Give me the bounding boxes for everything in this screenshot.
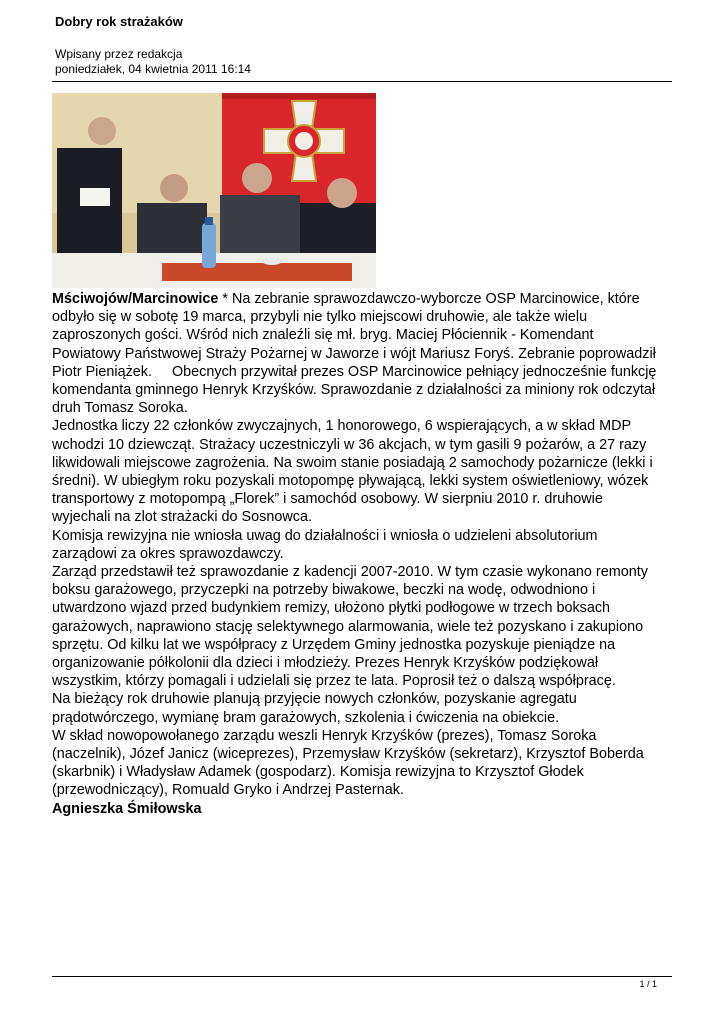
article-line: utwardzono wjazd przed budynkiem remizy, ułożono płytki podłogowe w trzech boksach (52, 600, 611, 617)
article-lead: Mściwojów/Marcinowice (52, 291, 219, 307)
article-line: druh Tomasz Soroka. (52, 400, 188, 417)
article-line: transportowy z motopompą „Florek” i samochód osobowy. W sierpniu 2010 r. druhowie (52, 491, 603, 508)
article-title: Dobry rok strażaków (55, 14, 183, 29)
article-body (52, 290, 672, 818)
article-line: garażowych, naprawiono stację selektywnego alarmowania, wiele też pozyskano i zakupiono (52, 618, 644, 635)
article-meta (55, 47, 251, 77)
header-divider (52, 81, 672, 82)
article-line: likwidowali miejscowe zagrożenia. Na swoim stanie posiadają 2 samochody pożarnicze (lekki i (52, 454, 653, 471)
page-number: 1 / 1 (639, 979, 657, 989)
article-line: wchodzi 10 dziewcząt. Strażacy uczestniczyli w 36 akcjach, w tym gasili 9 pożarów, a 27 razy (52, 436, 647, 453)
article-line: średni). W ubiegłym roku pozyskali motopompę pływającą, lekki system oświetleniowy, wózek (52, 473, 649, 490)
article-line: odbyło się w sobotę 19 marca, przybyli nie tylko miejscowi druhowie, ale także wielu (52, 309, 588, 326)
article-line: organizowanie półkolonii dla dzieci i młodzieży. Prezes Henryk Krzyśków podziękował (52, 655, 599, 672)
article-line: boksu garażowego, przyczepki na potrzeby biwakowe, beczki na wodę, odwodniono i (52, 582, 596, 599)
article-line: wyjechali na zlot strażacki do Sosnowca. (52, 509, 312, 526)
article-first-line (52, 290, 672, 308)
article-line: zarządowi za okres sprawozdawczy. (52, 545, 284, 562)
article-line: Powiatowy Państwowej Straży Pożarnej w Jaworze i wójt Mariusz Foryś. Zebranie poprowadził (52, 345, 656, 362)
article-line: Komisja rewizyjna nie wniosła uwag do działalności i wniosła o udzieleni absolutorium (52, 527, 598, 544)
article-line: (przewodniczący), Romuald Gryko i Andrzej Pasternak. (52, 782, 404, 799)
article-line: (skarbnik) i Władysław Adamek (gospodarz). Komisja rewizyjna to Krzysztof Głodek (52, 764, 584, 781)
article-photo (52, 93, 376, 288)
article-line: zaproszonych gości. Wśród nich znaleźli się mł. bryg. Maciej Płóciennik - Komendant (52, 327, 594, 344)
article-line: W skład nowopowołanego zarządu weszli Henryk Krzyśków (prezes), Tomasz Soroka (52, 727, 597, 744)
article-line: Piotr Pieniążek. Obecnych przywitał prezes OSP Marcinowice pełniący jednocześnie funkcję (52, 363, 657, 380)
article-line: Zarząd przedstawił też sprawozdanie z kadencji 2007-2010. W tym czasie wykonano remonty (52, 564, 648, 581)
article-line: * Na zebranie sprawozdawczo-wyborcze OSP Marcinowice, które (218, 291, 640, 307)
date-line: poniedziałek, 04 kwietnia 2011 16:14 (55, 62, 251, 76)
article-line: sprzętu. Od kilku lat we współpracy z Urzędem Gminy jednostka pozyskuje pieniądze na (52, 636, 616, 653)
article-line: Jednostka liczy 22 członków zwyczajnych, 1 honorowego, 6 wspierających, a w skład MDP (52, 418, 632, 435)
article-line: wszystkim, którzy pomagali i udzielali się przez te lata. Poprosił też o dalszą współpracę. (52, 673, 616, 690)
article-line: komendanta gminnego Henryk Krzyśków. Sprawozdanie z działalności za miniony rok odczytał (52, 382, 656, 399)
article-signature: Agnieszka Śmiłowska (52, 800, 202, 817)
article-line: prądotwórczego, wymianę bram garażowych, szkolenia i ćwiczenia na obiekcie. (52, 709, 560, 726)
article-line: Na bieżący rok druhowie planują przyjęcie nowych członków, pozyskanie agregatu (52, 691, 577, 708)
article-line: (naczelnik), Józef Janicz (wiceprezes), Przemysław Krzyśków (sekretarz), Krzysztof Boberda (52, 746, 644, 763)
author-line: Wpisany przez redakcja (55, 47, 183, 61)
footer-divider (52, 976, 672, 977)
